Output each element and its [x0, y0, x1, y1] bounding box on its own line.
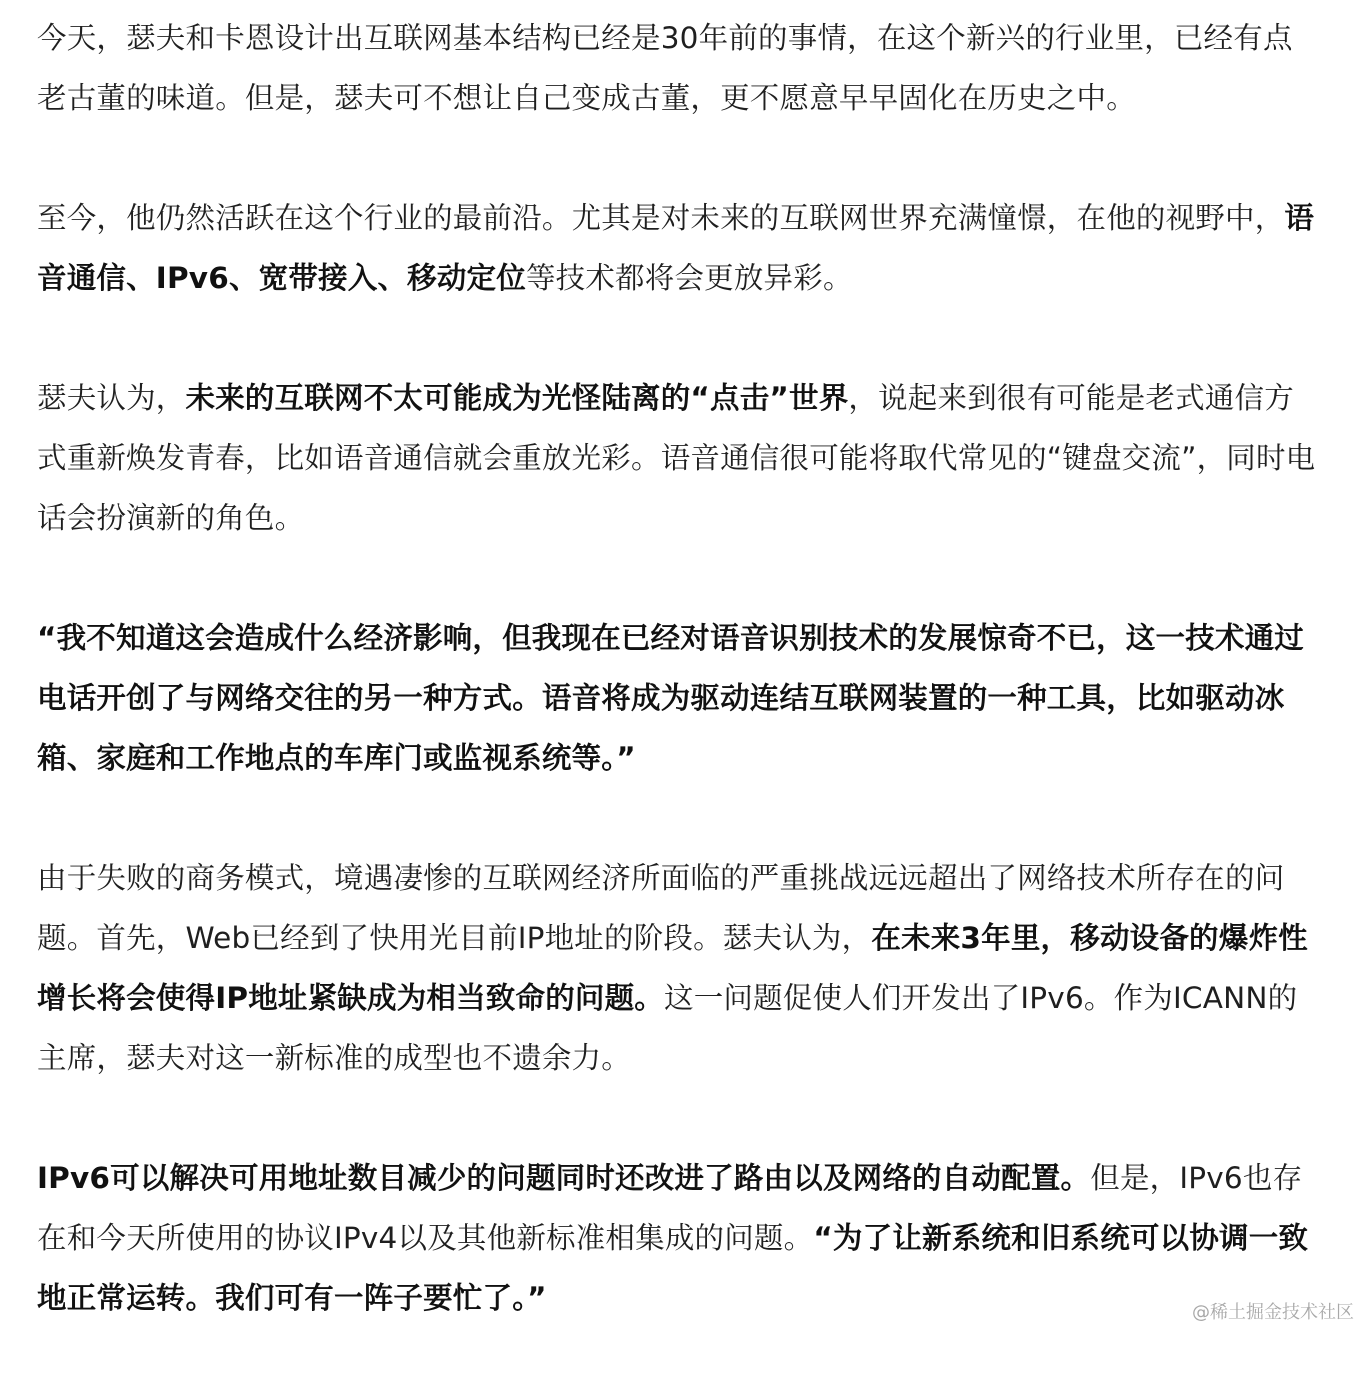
- paragraph: [37, 8, 1322, 128]
- bold-text: 在未来3年里，移动设备的爆炸性增长将会使得IP地址紧缺成为相当致命的问题。: [37, 921, 1308, 1015]
- paragraph: [37, 848, 1322, 1088]
- text-segment: 这一问题促使人们开发出了IPv6。作为ICANN的主席，瑟夫对这一新标准的成型也不遗余力。: [37, 981, 1298, 1075]
- paragraph: [37, 1148, 1322, 1328]
- text-segment: ，说起来到很有可能是老式通信方式重新焕发青春，比如语音通信就会重放光彩。语音通信很可能将取代常见的“键盘交流”，同时电话会扮演新的角色。: [37, 381, 1316, 535]
- text-segment: 今天，瑟夫和卡恩设计出互联网基本结构已经是30年前的事情，在这个新兴的行业里，已经有点老古董的味道。但是，瑟夫可不想让自己变成古董，更不愿意早早固化在历史之中。: [37, 21, 1293, 115]
- article-body: [37, 8, 1322, 1388]
- paragraph: [37, 608, 1322, 788]
- paragraph: [37, 368, 1322, 548]
- text-segment: 等技术都将会更放异彩。: [525, 261, 853, 295]
- bold-text: 语音通信、IPv6、宽带接入、移动定位: [37, 201, 1315, 295]
- text-segment: 由于失败的商务模式，境遇凄惨的互联网经济所面临的严重挑战远远超出了网络技术所存在的问题。首先，Web已经到了快用光目前IP地址的阶段。瑟夫认为，: [37, 861, 1285, 955]
- bold-text: “为了让新系统和旧系统可以协调一致地正常运转。我们可有一阵子要忙了。”: [37, 1221, 1309, 1315]
- watermark: @稀土掘金技术社区: [1192, 1302, 1354, 1323]
- paragraph: [37, 188, 1322, 308]
- bold-text: IPv6可以解决可用地址数目减少的问题同时还改进了路由以及网络的自动配置。: [37, 1161, 1091, 1195]
- bold-text: “我不知道这会造成什么经济影响，但我现在已经对语音识别技术的发展惊奇不已，这一技术通过电话开创了与网络交往的另一种方式。语音将成为驱动连结互联网装置的一种工具，比如驱动冰箱、家庭和工作地点的车库门或监视系统等。”: [37, 621, 1304, 775]
- text-segment: 但是，IPv6也存在和今天所使用的协议IPv4以及其他新标准相集成的问题。: [37, 1161, 1303, 1255]
- text-segment: 瑟夫认为，: [37, 381, 186, 415]
- text-segment: 至今，他仍然活跃在这个行业的最前沿。尤其是对未来的互联网世界充满憧憬，在他的视野中，: [37, 201, 1285, 235]
- bold-text: 未来的互联网不太可能成为光怪陆离的“点击”世界: [185, 381, 849, 415]
